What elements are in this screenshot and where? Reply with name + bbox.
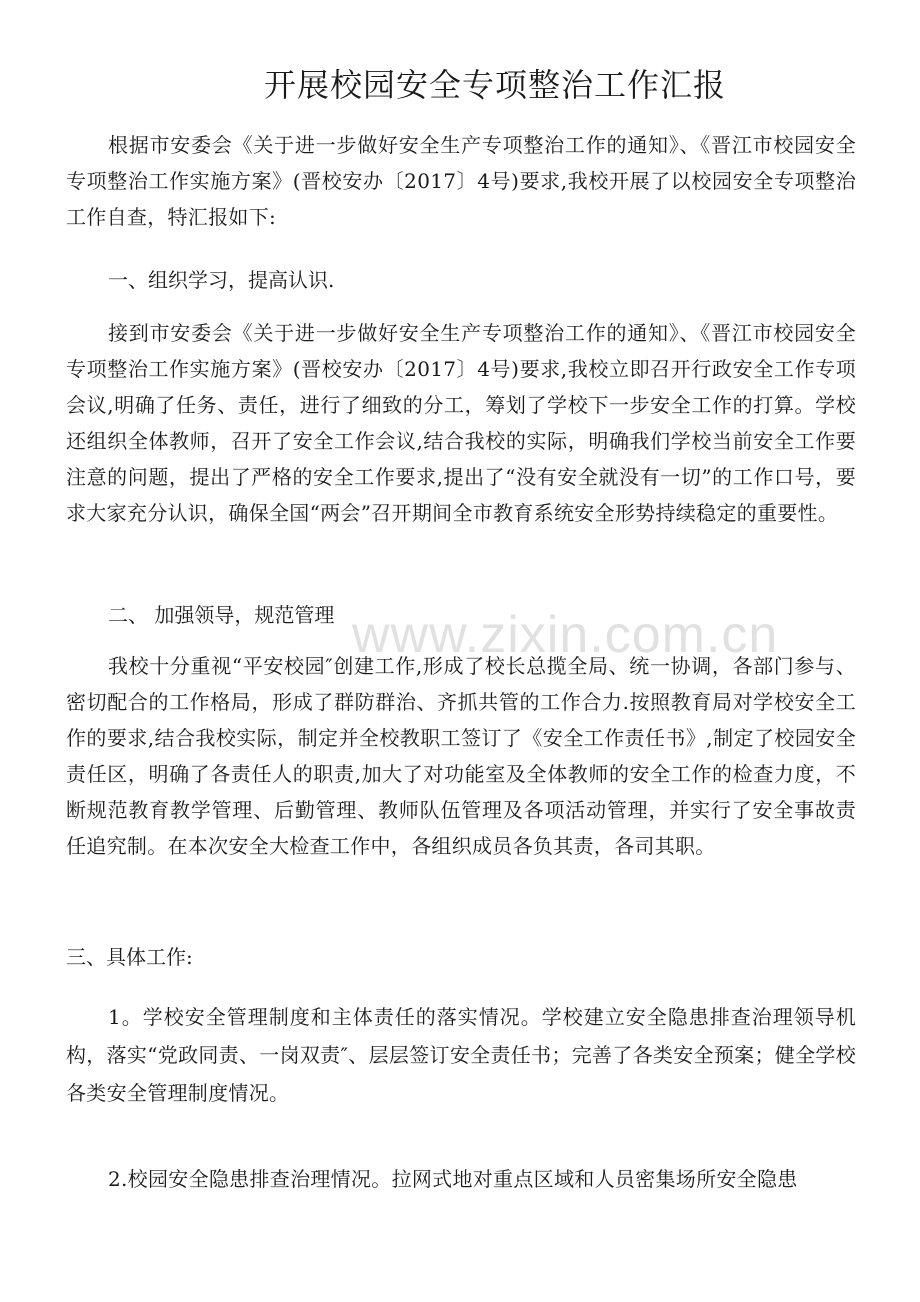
item-1-paragraph: 1。学校安全管理制度和主体责任的落实情况。学校建立安全隐患排查治理领导机构，落实“党政同责、一岗双责″、层层签订安全责任书；完善了各类安全预案；健全学校各类安全管理制度情况。	[66, 1005, 856, 1105]
watermark-text: www.zixin.com.cn	[352, 606, 779, 664]
intro-paragraph: 根据市安委会《关于进一步做好安全生产专项整治工作的通知》、《晋江市校园安全专项整治工作实施方案》(晋校安办〔2017〕4号)要求,我校开展了以校园安全专项整治工作自查，特汇报如下:	[66, 133, 856, 229]
section-1-paragraph: 接到市安委会《关于进一步做好安全生产专项整治工作的通知》、《晋江市校园安全专项整治工作实施方案》(晋校安办〔2017〕4号)要求,我校立即召开行政安全工作专项会议,明确了任务、责任，进行了细致的分工，筹划了学校下一步安全工作的打算。学校还组织全体教师，召开了安全工作会议,结合我校的实际，明确我们学校当前安全工作要注意的问题，提出了严格的安全工作要求,提出了“没有安全就没有一切”的工作口号，要求大家充分认识，确保全国“两会”召开期间全市教育系统安全形势持续稳定的重要性。	[66, 321, 856, 525]
section-heading-2: 二、 加强领导，规范管理	[108, 603, 335, 627]
document-title: 开展校园安全专项整治工作汇报	[263, 66, 726, 104]
section-heading-1: 一、组织学习，提高认识.	[108, 268, 335, 292]
section-heading-3: 三、具体工作:	[66, 945, 193, 969]
item-2-paragraph: 2.校园安全隐患排查治理情况。拉网式地对重点区域和人员密集场所安全隐患	[108, 1167, 798, 1191]
section-2-paragraph: 我校十分重视“平安校园″创建工作,形成了校长总揽全局、统一协调，各部门参与、密切配合的工作格局，形成了群防群治、齐抓共管的工作合力.按照教育局对学校安全工作的要求,结合我校实际，制定并全校教职工签订了《安全工作责任书》,制定了校园安全责任区，明确了各责任人的职责,加大了对功能室及全体教师的安全工作的检查力度，不断规范教育教学管理、后勤管理、教师队伍管理及各项活动管理，并实行了安全事故责任追究制。在本次安全大检查工作中，各组织成员各负其责，各司其职。	[66, 654, 856, 858]
